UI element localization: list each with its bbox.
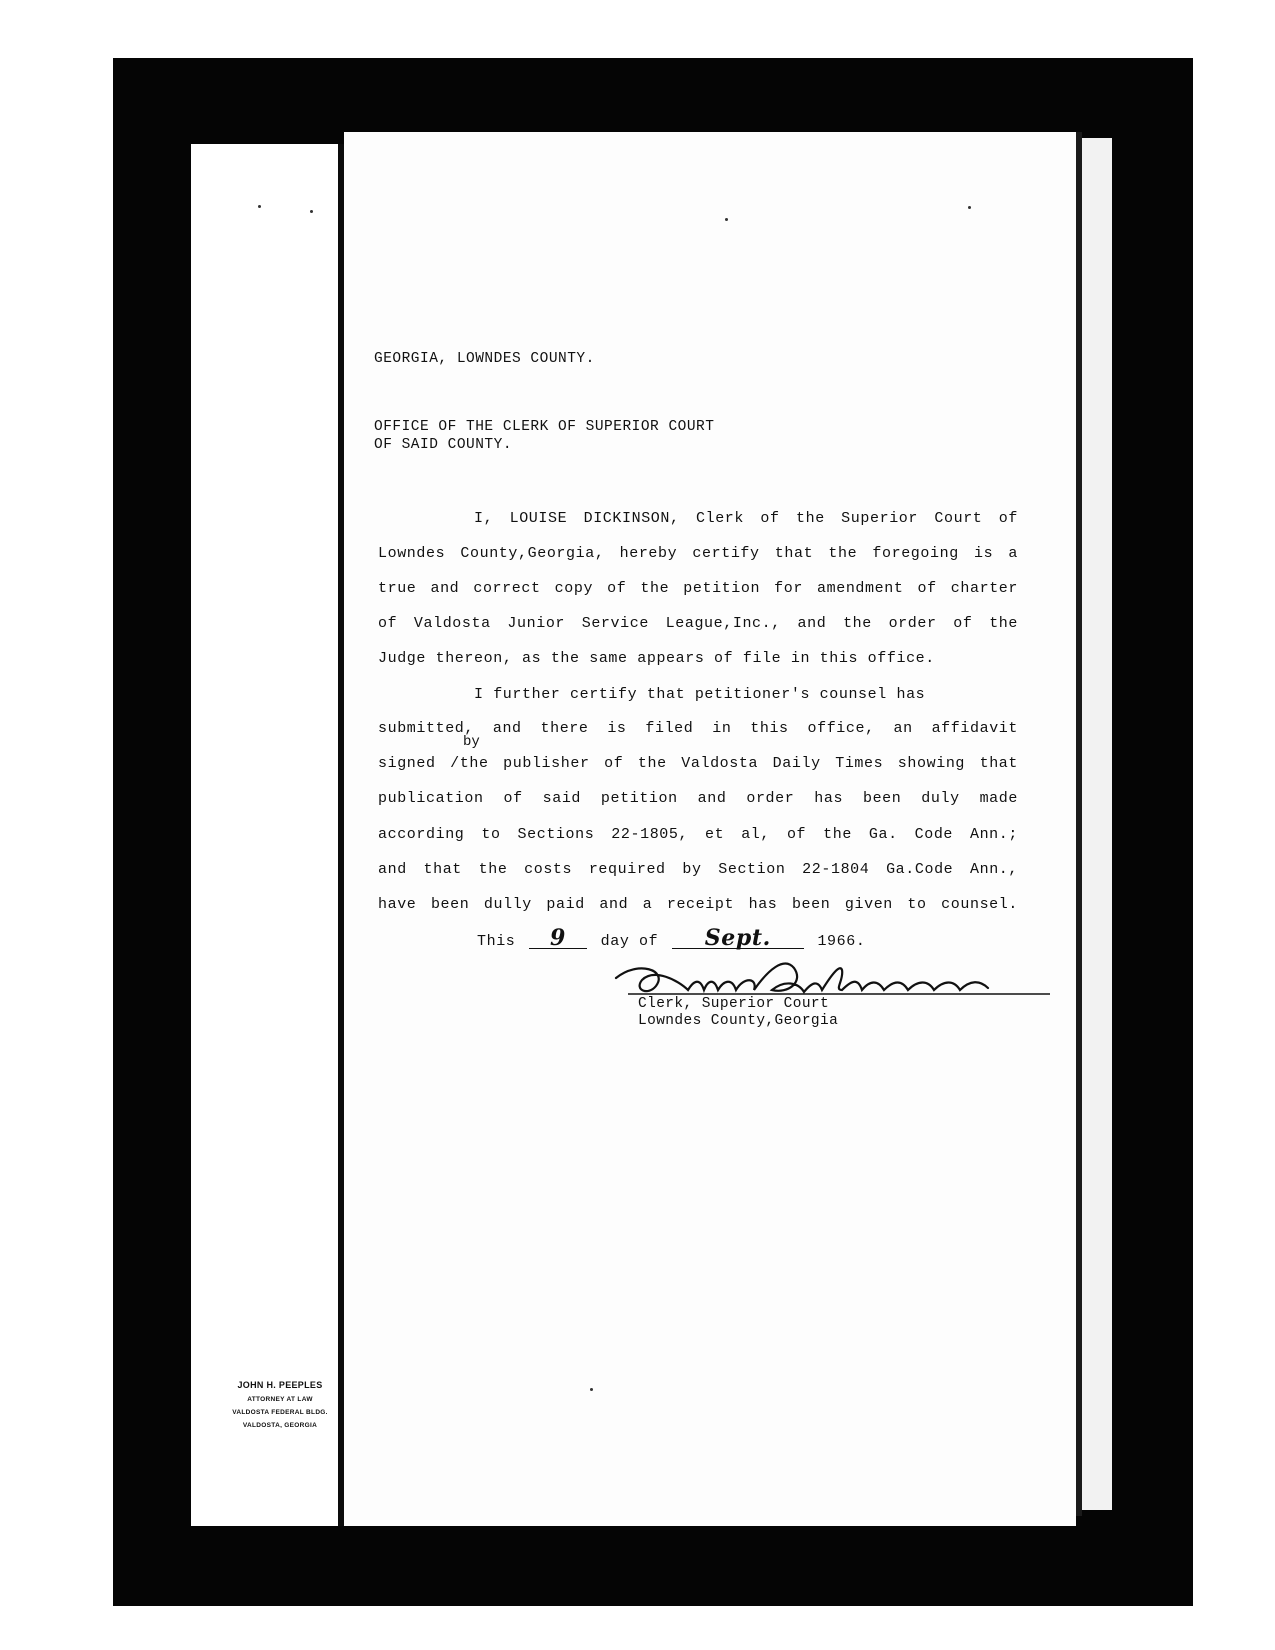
letterhead-name: JOHN H. PEEPLES [237, 1380, 323, 1390]
body-line-6: I further certify that petitioner's counsel has [474, 686, 926, 703]
body-line-5: Judge thereon, as the same appears of file in this office. [378, 650, 935, 667]
date-line [477, 925, 866, 951]
date-mid: day of [600, 933, 659, 950]
body-line-11: and that the costs required by Section 22-1804 Ga.Code Ann., [378, 861, 1018, 878]
date-month: Sept. [672, 928, 804, 949]
inserted-word: by [463, 734, 480, 750]
date-day: 9 [529, 928, 587, 949]
date-prefix: This [477, 933, 516, 950]
scan-speck [258, 205, 261, 208]
body-line-9: publication of said petition and order has been duly made [378, 790, 1018, 807]
scan-speck [725, 218, 728, 221]
body-line-3: true and correct copy of the petition for amendment of charter [378, 580, 1018, 597]
body-line-2: Lowndes County,Georgia, hereby certify that the foregoing is a [378, 545, 1018, 562]
left-margin-strip [191, 144, 343, 1526]
body-line-10: according to Sections 22-1805, et al, of the Ga. Code Ann.; [378, 826, 1018, 843]
body-line-1: I, LOUISE DICKINSON, Clerk of the Superior Court of [474, 510, 1018, 527]
letterhead-building: VALDOSTA FEDERAL BLDG. [232, 1409, 328, 1416]
letterhead-city: VALDOSTA, GEORGIA [242, 1422, 318, 1429]
office-line-2: OF SAID COUNTY. [374, 437, 513, 453]
scan-speck [968, 206, 971, 209]
header-line: GEORGIA, LOWNDES COUNTY. [374, 351, 595, 367]
body-line-7: submitted, and there is filed in this office, an affidavit [378, 720, 1018, 737]
date-year: 1966. [817, 933, 866, 950]
body-line-8: signed /the publisher of the Valdosta Daily Times showing that [378, 755, 1018, 772]
right-margin-strip [1082, 138, 1112, 1510]
signature-block [638, 996, 838, 1030]
office-heading [374, 418, 714, 454]
office-line-1: OFFICE OF THE CLERK OF SUPERIOR COURT [374, 419, 715, 435]
signature-title-2: Lowndes County,Georgia [638, 1013, 839, 1029]
scan-speck [590, 1388, 593, 1391]
body-line-12: have been dully paid and a receipt has been given to counsel. [378, 896, 1018, 913]
letterhead-title: ATTORNEY AT LAW [247, 1396, 313, 1403]
signature-title-1: Clerk, Superior Court [638, 996, 830, 1012]
scan-speck [310, 210, 313, 213]
body-line-4: of Valdosta Junior Service League,Inc., and the order of the [378, 615, 1018, 632]
attorney-letterhead [210, 1380, 350, 1429]
